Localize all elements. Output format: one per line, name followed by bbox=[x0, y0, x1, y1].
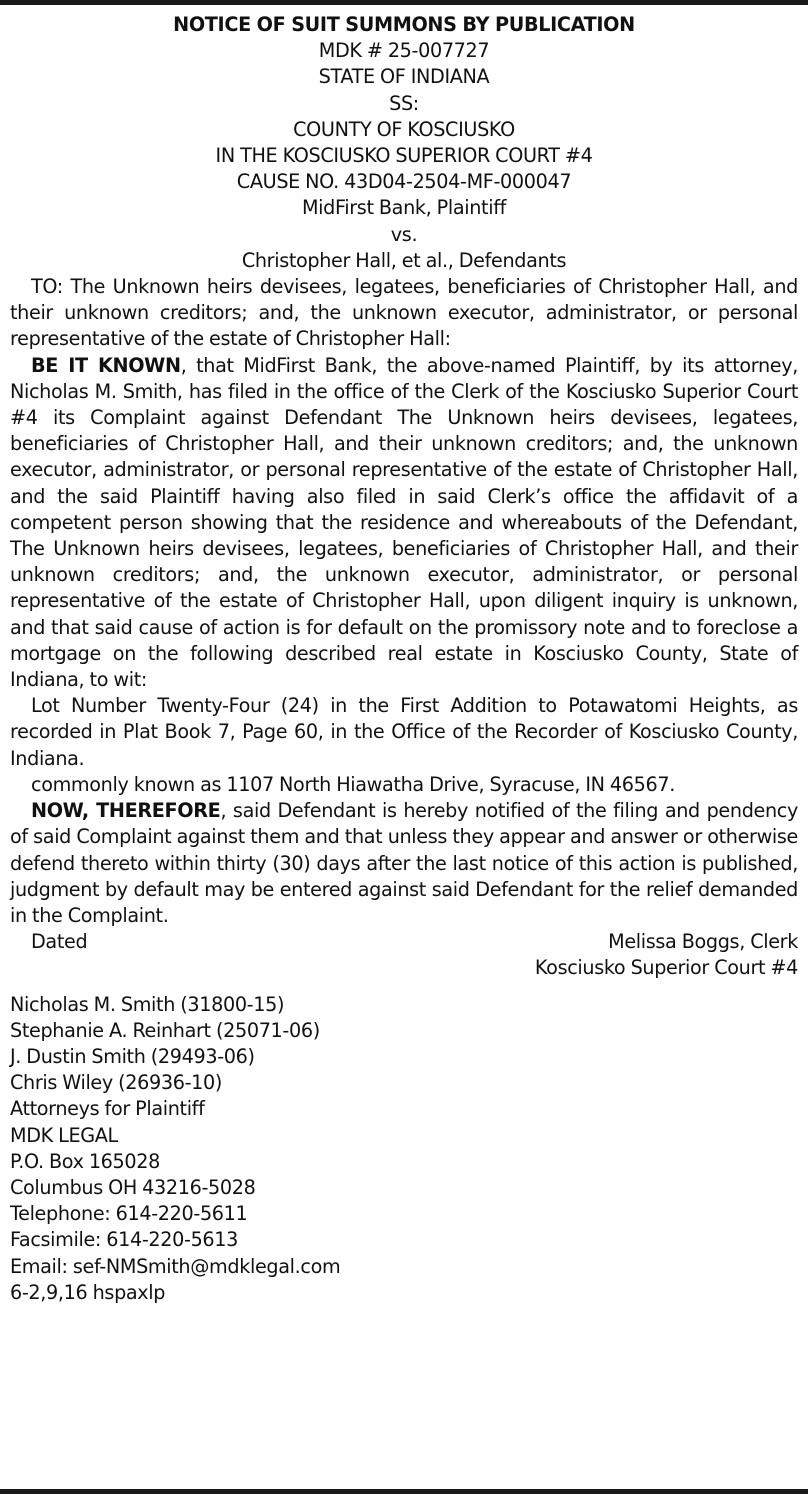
now-therefore-paragraph bbox=[10, 798, 798, 929]
defendants-line: Christopher Hall, et al., Defendants bbox=[241, 248, 567, 272]
contact-line: J. Dustin Smith (29493-06) bbox=[10, 1044, 255, 1068]
contact-line: Nicholas M. Smith (31800-15) bbox=[10, 992, 285, 1016]
be-it-known-paragraph bbox=[10, 353, 798, 694]
mdk-number: MDK # 25-007727 bbox=[318, 39, 490, 63]
county-line: COUNTY OF KOSCIUSKO bbox=[293, 117, 515, 141]
versus-line: vs. bbox=[390, 222, 418, 246]
be-it-known-lead: BE IT KNOWN bbox=[31, 353, 181, 377]
legal-notice bbox=[10, 12, 798, 1306]
dated-label: Dated bbox=[31, 930, 88, 954]
contact-line: Stephanie A. Reinhart (25071-06) bbox=[10, 1018, 320, 1042]
contact-line: Email: sef-NMSmith@mdklegal.com bbox=[10, 1254, 341, 1278]
now-therefore-text: , said Defendant is hereby notified of the filing and pendency of said Complaint against them and that unless they appear and answer or otherwise defend thereto within thirty (30) days after the last notice of this action is published, judgment by default may be entered against said Defendant for the relief demanded in the Complaint. bbox=[10, 799, 798, 927]
property-address: commonly known as 1107 North Hiawatha Drive, Syracuse, IN 46567. bbox=[31, 772, 675, 796]
contact-line: Telephone: 614-220-5611 bbox=[10, 1202, 248, 1226]
clerk-court: Kosciusko Superior Court #4 bbox=[534, 956, 798, 980]
court-line: IN THE KOSCIUSKO SUPERIOR COURT #4 bbox=[215, 144, 593, 168]
contact-line: P.O. Box 165028 bbox=[10, 1149, 160, 1173]
notice-header bbox=[10, 12, 798, 274]
plaintiff-line: MidFirst Bank, Plaintiff bbox=[301, 196, 507, 220]
contact-line: Facsimile: 614-220-5613 bbox=[10, 1228, 239, 1252]
contact-line: Chris Wiley (26936-10) bbox=[10, 1071, 222, 1095]
contact-line: Columbus OH 43216-5028 bbox=[10, 1175, 256, 1199]
contact-line: Attorneys for Plaintiff bbox=[10, 1097, 205, 1121]
contact-line: 6-2,9,16 hspaxlp bbox=[10, 1280, 166, 1304]
top-border-rule bbox=[0, 0, 808, 5]
notice-title: NOTICE OF SUIT SUMMONS BY PUBLICATION bbox=[173, 13, 635, 36]
state-line: STATE OF INDIANA bbox=[318, 65, 490, 89]
ss-line: SS: bbox=[389, 91, 419, 115]
lot-description: Lot Number Twenty-Four (24) in the First Addition to Potawatomi Heights, as recorded in Plat Book 7, Page 60, in the Office of the Recorder of Kosciusko County, Indiana. bbox=[10, 694, 798, 770]
now-therefore-lead: NOW, THEREFORE bbox=[31, 799, 221, 823]
cause-number: CAUSE NO. 43D04-2504-MF-000047 bbox=[236, 170, 572, 194]
clerk-name: Melissa Boggs, Clerk bbox=[608, 930, 798, 954]
be-it-known-text: , that MidFirst Bank, the above-named Plaintiff, by its attorney, Nicholas M. Smith, has filed in the office of the Clerk of the Kosciusko Superior Court #4 its Complaint against Defendant The Unknown heirs devisees, legatees, beneficiaries of Christopher Hall, and their unknown creditors; and, the unknown executor, administrator, or personal representative of the estate of Christopher Hall, and the said Plaintiff having also filed in said Clerk’s office the affidavit of a competent person showing that the residence and whereabouts of the Defendant, The Unknown heirs devisees, legatees, beneficiaries of Christopher Hall, and their unknown creditors; and, the unknown executor, administrator, or personal representative of the estate of Christopher Hall, upon diligent inquiry is unknown, and that said cause of action is for default on the promissory note and to foreclose a mortgage on the following described real estate in Kosciusko County, State of Indiana, to wit: bbox=[10, 353, 798, 692]
signature-row bbox=[10, 929, 798, 955]
bottom-border-rule bbox=[0, 1489, 808, 1494]
contact-line: MDK LEGAL bbox=[10, 1123, 118, 1147]
attorney-contact-block bbox=[10, 992, 798, 1306]
to-paragraph: TO: The Unknown heirs devisees, legatees, beneficiaries of Christopher Hall, and their unknown creditors; and, the unknown executor, administrator, or personal representative of the estate of Christopher Hall: bbox=[10, 275, 798, 351]
